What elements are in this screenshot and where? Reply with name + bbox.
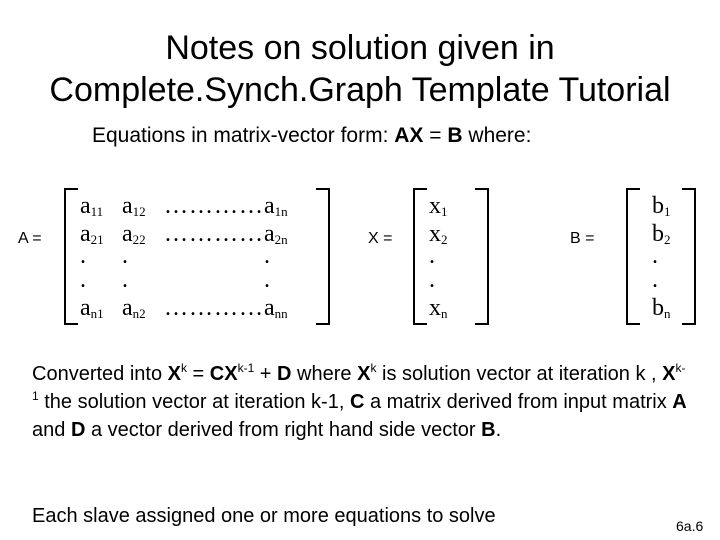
vector-b-entry-5-base: b	[652, 295, 664, 321]
vector-b-entry-5	[652, 294, 671, 328]
vector-b-entry-1-base: b	[652, 193, 664, 219]
body-sup-k-1: k	[180, 361, 187, 375]
body-cx: CX	[209, 363, 238, 385]
subtitle-suffix: where:	[462, 124, 532, 147]
body-text-2: =	[186, 363, 210, 385]
matrix-a-entry-5-4	[264, 294, 288, 328]
matrix-a-entry-4-1	[80, 266, 86, 294]
vector-b-entry-2-base: b	[652, 221, 664, 247]
vector-x-entry-1-base: x	[429, 193, 441, 219]
body-text-10: .	[495, 419, 502, 441]
matrix-a-entry-3-4-base: .	[264, 243, 270, 269]
body-b: B	[481, 419, 496, 441]
matrix-a-entry-2-4-subscript: 2n	[274, 232, 288, 247]
vector-x-entry-5-base: x	[429, 295, 441, 321]
vector-x-entry-5	[429, 294, 448, 328]
body-text-1: Converted into	[32, 363, 168, 385]
matrix-a-entry-3-2-base: .	[122, 243, 128, 269]
body-sup-k-2: k	[370, 361, 377, 375]
title-line-1: Notes on solution given in	[165, 29, 555, 67]
vector-x-entry-3-base: .	[429, 243, 435, 269]
matrix-a-entry-5-3: …………	[164, 295, 264, 321]
subtitle	[92, 124, 531, 148]
matrix-a-entry-5-4-subscript: nn	[274, 306, 288, 321]
subtitle-ax: AX	[394, 124, 424, 147]
matrix-a-entry-5-1-subscript: n1	[90, 306, 104, 321]
body-text-3: +	[254, 363, 278, 385]
subtitle-prefix: Equations in matrix-vector form:	[92, 124, 395, 147]
vector-x-entry-4-base: .	[429, 267, 435, 293]
vector-x	[413, 188, 489, 325]
matrix-a	[64, 188, 330, 325]
body-text-9: a vector derived from right hand side vector	[85, 419, 482, 441]
matrix-a-entry-5-4-base: a	[264, 295, 275, 321]
vector-b-entry-5-subscript: n	[664, 306, 671, 321]
subtitle-equals: =	[423, 124, 448, 147]
body-text-5: is solution vector at iteration k ,	[376, 363, 663, 385]
body-text-6: the solution vector at iteration k-1,	[38, 391, 350, 413]
vector-x-right-bracket	[475, 188, 489, 325]
body-paragraph	[32, 360, 692, 444]
matrix-a-left-bracket	[64, 188, 78, 325]
matrix-a-entry-2-1-base: a	[80, 221, 91, 247]
body-a: A	[672, 391, 687, 413]
vector-x-left-bracket	[413, 188, 427, 325]
matrix-a-entry-5-2-base: a	[122, 295, 133, 321]
matrix-a-entry-4-4-base: .	[264, 267, 270, 293]
matrix-a-entry-2-2-subscript: 22	[132, 232, 146, 247]
vector-x-entry-2-subscript: 2	[441, 232, 448, 247]
matrix-a-entry-2-4-base: a	[264, 221, 275, 247]
footer-text: Each slave assigned one or more equations to solve	[32, 505, 496, 527]
body-d-2: D	[70, 419, 86, 441]
vector-b-entry-3-base: .	[652, 243, 658, 269]
matrix-a-entry-1-1-base: a	[80, 193, 91, 219]
body-xk-1: X	[167, 363, 181, 385]
matrix-a-entry-4-4	[264, 266, 270, 294]
matrix-a-entry-5-2	[122, 294, 146, 328]
vector-x-entry-4	[429, 266, 435, 294]
body-c: C	[349, 391, 365, 413]
subtitle-b: B	[447, 124, 463, 147]
matrix-a-label: A =	[18, 230, 42, 247]
matrix-a-entry-4-2-base: .	[122, 267, 128, 293]
vector-b-right-bracket	[682, 188, 696, 325]
body-text-7: a matrix derived from input matrix	[364, 391, 673, 413]
matrix-a-entry-5-2-subscript: n2	[132, 306, 146, 321]
matrix-a-entry-1-2-subscript: 12	[132, 204, 146, 219]
matrix-a-entry-2-2-base: a	[122, 221, 133, 247]
body-text-8: and	[32, 419, 71, 441]
matrix-a-entry-3-1-base: .	[80, 243, 86, 269]
slide-number: 6a.6	[676, 518, 704, 534]
matrix-b-label: B =	[570, 230, 595, 247]
body-xkm1: X	[662, 363, 676, 385]
body-text-4: where	[291, 363, 358, 385]
matrix-a-entry-1-3: …………	[164, 193, 264, 219]
matrix-a-entry-2-1-subscript: 21	[90, 232, 104, 247]
matrix-a-entry-1-2-base: a	[122, 193, 133, 219]
vector-b	[626, 188, 696, 325]
matrix-a-entry-1-4-base: a	[264, 193, 275, 219]
matrix-a-right-bracket	[316, 188, 330, 325]
vector-b-left-bracket	[626, 188, 640, 325]
matrix-a-entry-1-1-subscript: 11	[90, 204, 104, 219]
body-d-1: D	[277, 363, 292, 385]
vector-b-entry-4-base: .	[652, 267, 658, 293]
matrix-a-entry-5-1-base: a	[80, 295, 91, 321]
matrix-a-entry-1-4-subscript: 1n	[274, 204, 288, 219]
matrix-x-label: X =	[368, 230, 393, 247]
body-sup-km1-1: k-1	[237, 361, 255, 375]
body-sup-km1-2: k-1	[32, 361, 686, 403]
body-xk-2: X	[357, 363, 371, 385]
vector-b-entry-1-subscript: 1	[664, 204, 671, 219]
matrix-a-entry-4-1-base: .	[80, 267, 86, 293]
matrix-a-entry-5-1	[80, 294, 104, 328]
matrix-a-entry-4-2	[122, 266, 128, 294]
vector-x-entry-2-base: x	[429, 221, 441, 247]
matrix-a-entry-2-3: …………	[164, 221, 264, 247]
vector-x-entry-5-subscript: n	[441, 306, 448, 321]
vector-x-entry-1-subscript: 1	[441, 204, 448, 219]
vector-b-entry-4	[652, 266, 658, 294]
vector-b-entry-2-subscript: 2	[664, 232, 671, 247]
title-line-2: Complete.Synch.Graph Template Tutorial	[49, 71, 671, 109]
